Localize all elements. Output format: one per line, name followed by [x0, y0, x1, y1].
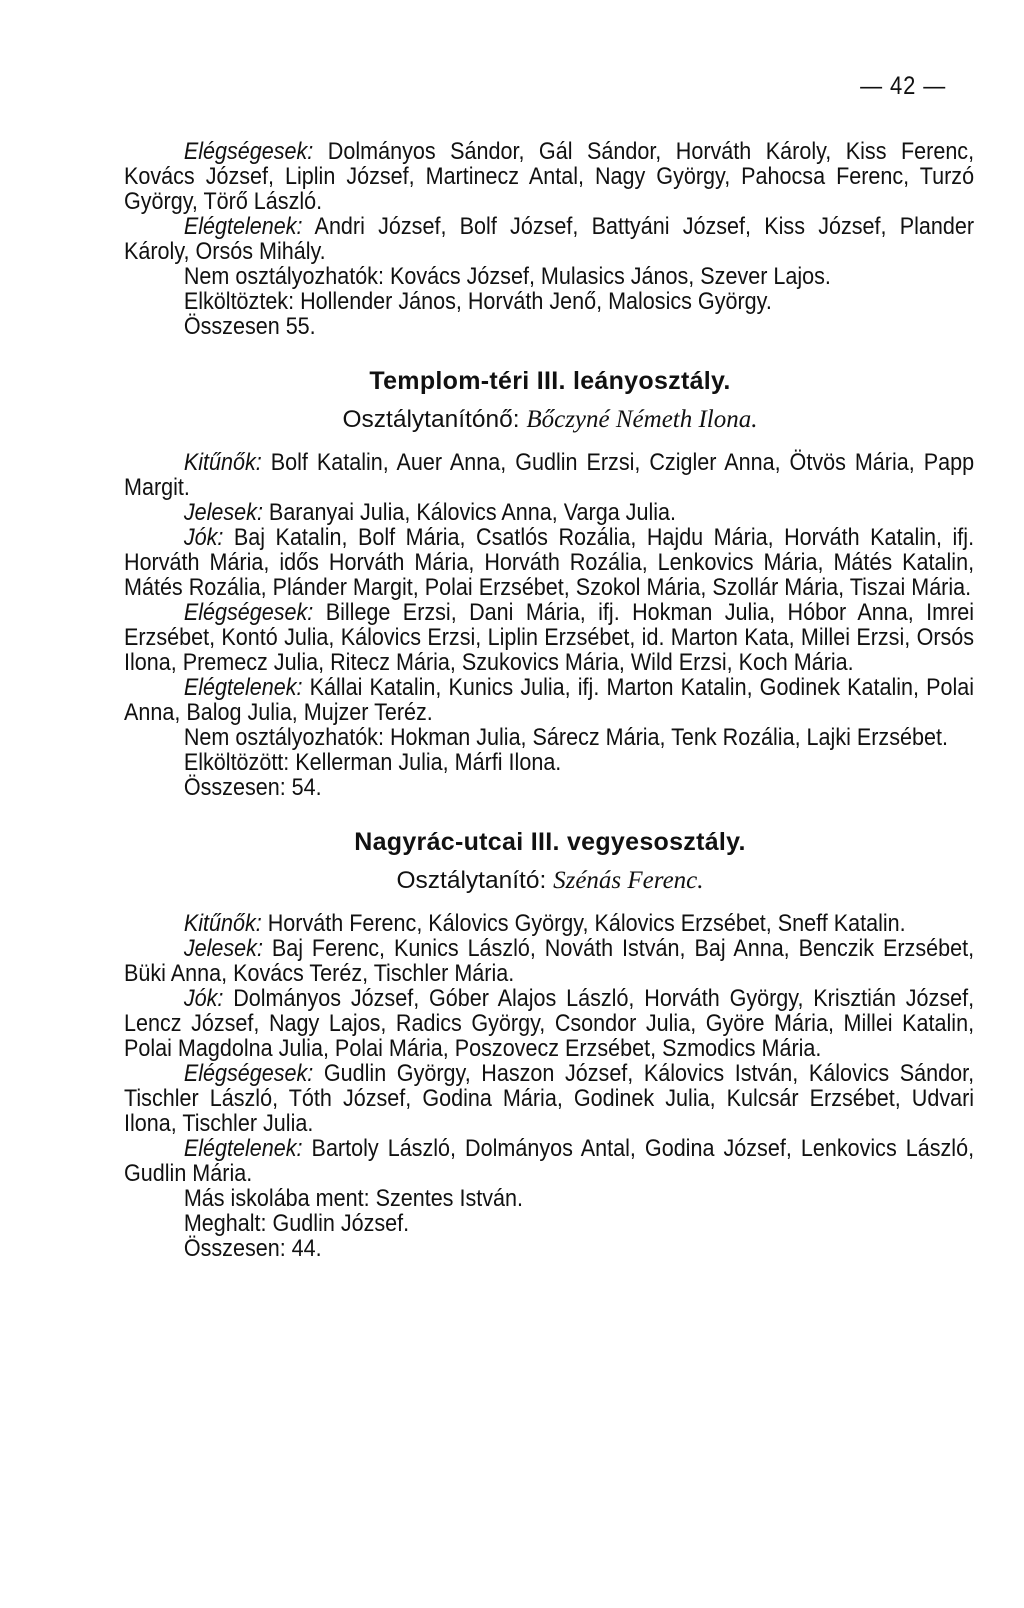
- section-body: [124, 450, 974, 800]
- paragraph: [124, 675, 974, 725]
- paragraph-text: Összesen: 44.: [183, 1235, 322, 1262]
- teacher-line: [124, 867, 976, 895]
- paragraph-text: Összesen 55.: [183, 313, 316, 340]
- paragraph-label: Jók:: [183, 524, 224, 551]
- paragraph: [124, 314, 974, 339]
- paragraph: [124, 214, 974, 264]
- paragraph-text: Baj Katalin, Bolf Mária, Csatlós Rozália, Hajdu Mária, Horváth Katalin, ifj. Horváth Mária, idős Horváth Mária, Horváth Rozália, Lenkovics Mária, Mátés Katalin, Mátés Rozália, Plánder Margit, Polai Erzsébet, Szokol Mária, Szollár Mária, Tiszai Mária.: [124, 524, 975, 601]
- teacher-name: Szénás Ferenc.: [553, 867, 704, 894]
- paragraph-text: Bolf Katalin, Auer Anna, Gudlin Erzsi, Czigler Anna, Ötvös Mária, Papp Margit.: [124, 449, 975, 501]
- paragraph: [124, 725, 974, 750]
- paragraph: [124, 1211, 974, 1236]
- paragraph: [124, 911, 974, 936]
- paragraph-label: Elégtelenek:: [183, 1135, 303, 1162]
- paragraph-text: Meghalt: Gudlin József.: [183, 1210, 410, 1237]
- teacher-label: Osztálytanítónő:: [342, 406, 520, 433]
- teacher-name: Bőczyné Németh Ilona.: [526, 406, 758, 433]
- paragraph-text: Kállai Katalin, Kunics Julia, ifj. Marton Katalin, Godinek Katalin, Polai Anna, Balog Julia, Mujzer Teréz.: [124, 674, 975, 726]
- paragraph-text: Baranyai Julia, Kálovics Anna, Varga Julia.: [262, 499, 677, 526]
- paragraph: [124, 450, 974, 500]
- paragraph: [124, 525, 974, 600]
- paragraph-text: Baj Ferenc, Kunics László, Nováth István, Baj Anna, Benczik Erzsébet, Büki Anna, Kovács Teréz, Tischler Mária.: [124, 935, 975, 987]
- paragraph-label: Elégségesek:: [183, 138, 314, 165]
- paragraph-label: Kitűnők:: [183, 910, 262, 937]
- paragraph-text: Gudlin György, Haszon József, Kálovics István, Kálovics Sándor, Tischler László, Tóth József, Godina Mária, Godinek Julia, Kulcsár Erzsébet, Udvari Ilona, Tischler Julia.: [124, 1060, 975, 1137]
- paragraph: [124, 1061, 974, 1136]
- paragraph: [124, 139, 974, 214]
- page-number: — 42 —: [860, 72, 947, 100]
- section-title: Templom-téri III. leányosztály.: [369, 367, 731, 395]
- paragraph-label: Elégtelenek:: [183, 674, 303, 701]
- paragraph-text: Dolmányos József, Góber Alajos László, Horváth György, Krisztián József, Lencz József, Nagy Lajos, Radics György, Csondor Julia, Györe Mária, Millei Katalin, Polai Magdolna Julia, Polai Mária, Poszovecz Erzsébet, Szmodics Mária.: [124, 985, 975, 1062]
- paragraph: [124, 775, 974, 800]
- paragraph-text: Összesen: 54.: [183, 774, 322, 801]
- teacher-label: Osztálytanító:: [396, 867, 547, 894]
- paragraph: [124, 750, 974, 775]
- paragraph: [124, 936, 974, 986]
- paragraph-text: Elköltöztek: Hollender János, Horváth Jenő, Malosics György.: [183, 288, 772, 315]
- paragraph-text: Dolmányos Sándor, Gál Sándor, Horváth Károly, Kiss Ferenc, Kovács József, Liplin József, Martinecz Antal, Nagy György, Pahocsa Ferenc, Turzó György, Törő László.: [124, 138, 975, 215]
- paragraph-text: Billege Erzsi, Dani Mária, ifj. Hokman Julia, Hóbor Anna, Imrei Erzsébet, Kontó Julia, Kálovics Erzsi, Liplin Erzsébet, id. Marton Kata, Millei Erzsi, Orsós Ilona, Premecz Julia, Ritecz Mária, Szukovics Mária, Wild Erzsi, Koch Mária.: [124, 599, 975, 676]
- paragraph-label: Kitűnők:: [183, 449, 262, 476]
- paragraph-label: Elégtelenek:: [183, 213, 303, 240]
- section-body: [124, 911, 974, 1261]
- paragraph-text: Elköltözött: Kellerman Julia, Márfi Ilona.: [183, 749, 562, 776]
- paragraph-label: Jelesek:: [183, 935, 263, 962]
- paragraph: [124, 1236, 974, 1261]
- paragraph: [124, 1186, 974, 1211]
- paragraph: [124, 986, 974, 1061]
- paragraph-label: Elégségesek:: [183, 1060, 314, 1087]
- section-intro: [124, 139, 974, 339]
- paragraph-label: Elégségesek:: [183, 599, 314, 626]
- paragraph-label: Jók:: [183, 985, 224, 1012]
- paragraph: [124, 1136, 974, 1186]
- paragraph-text: Andri József, Bolf József, Battyáni József, Kiss József, Plander Károly, Orsós Mihály.: [124, 213, 975, 265]
- paragraph-text: Horváth Ferenc, Kálovics György, Kálovics Erzsébet, Sneff Katalin.: [261, 910, 906, 937]
- paragraph-text: Nem osztályozhatók: Hokman Julia, Sárecz Mária, Tenk Rozália, Lajki Erzsébet.: [183, 724, 948, 751]
- paragraph: [124, 289, 974, 314]
- paragraph-label: Jelesek:: [183, 499, 263, 526]
- section-title: Nagyrác-utcai III. vegyesosztály.: [354, 828, 746, 856]
- teacher-line: [124, 406, 976, 434]
- paragraph-text: Bartoly László, Dolmányos Antal, Godina József, Lenkovics László, Gudlin Mária.: [124, 1135, 975, 1187]
- paragraph-text: Nem osztályozhatók: Kovács József, Mulasics János, Szever Lajos.: [183, 263, 831, 290]
- paragraph-text: Más iskolába ment: Szentes István.: [183, 1185, 523, 1212]
- paragraph: [124, 500, 974, 525]
- paragraph: [124, 600, 974, 675]
- paragraph: [124, 264, 974, 289]
